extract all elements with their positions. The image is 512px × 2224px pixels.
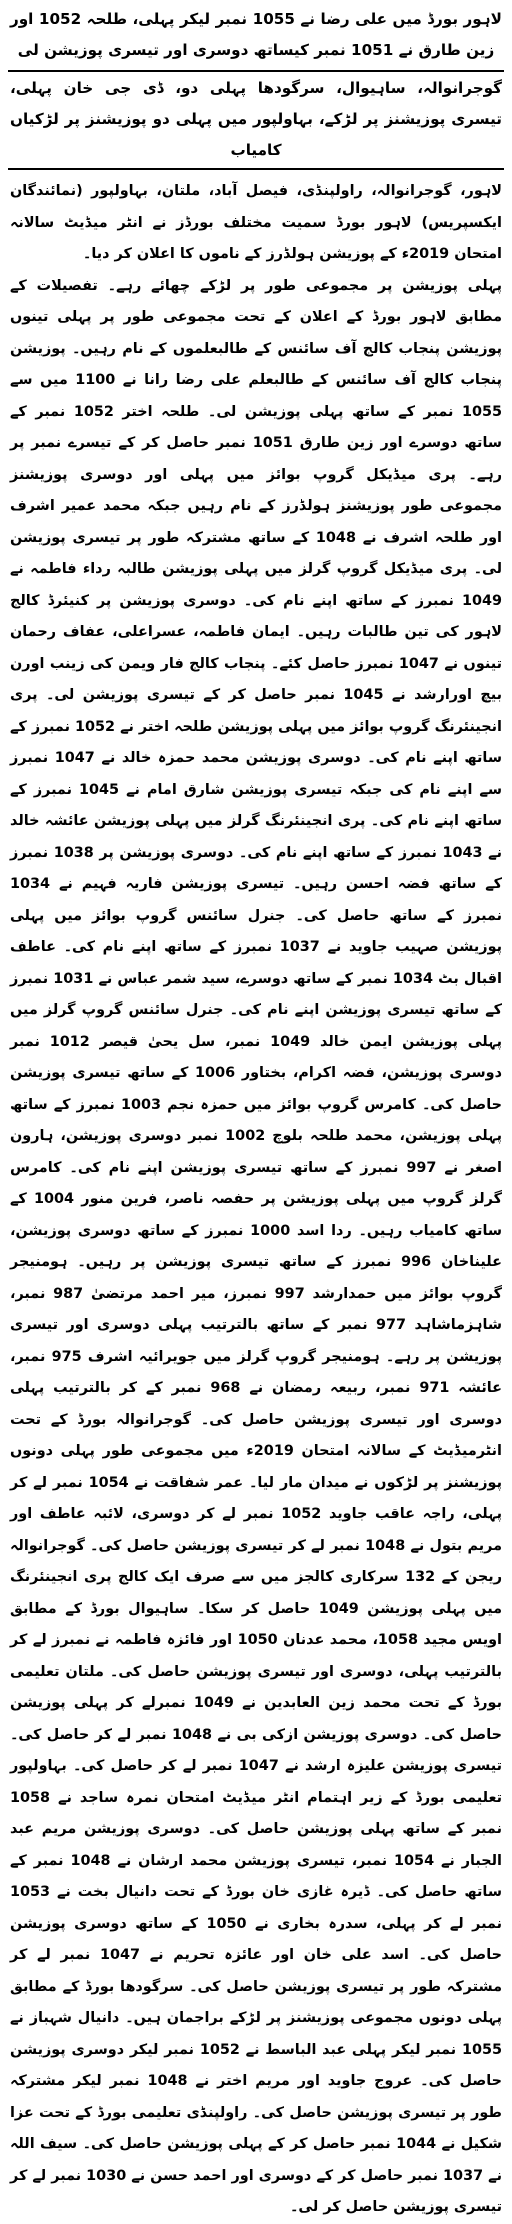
article-body: پہلی پوزیشن پر مجموعی طور پر لڑکے چھائے رہے۔ تفصیلات کے مطابق لاہور بورڈ کے اعلان کے تحت مجموعی طور پر پہلی تینوں پوزیشن پنجاب کالج آف سائنس کے طالبعلموں کے نام رہیں۔ پوزیشن پنجاب کالج آف سائنس کے طالبعلم علی رضا رانا نے 1100 میں سے 1055 نمبر کے ساتھ پہلی پوزیشن لی۔ طلحہ اختر 1052 نمبر کے ساتھ دوسرے اور زین طارق 1051 نمبر حاصل کر کے تیسرے نمبر پر رہے۔ پری میڈیکل گروپ بوائز میں پہلی اور دوسری پوزیشنز مجموعی طور پوزیشنز ہولڈرز کے نام رہیں جبکہ محمد عمیر اشرف اور طلحہ اشرف نے 1048 کے ساتھ مشترکہ طور پر تیسری پوزیشن لی۔ پری میڈیکل گروپ گرلز میں پہلی پوزیشن طالبہ رداء فاطمہ نے 1049 نمبرز کے ساتھ اپنے نام کی۔ دوسری پوزیشن پر کنیئرڈ کالج لاہور کی تین طالبات رہیں۔ ایمان فاطمہ، عسراعلی، عفاف رحمان تینوں نے 1047 نمبرز حاصل کئے۔ پنجاب کالج فار ویمن کی زینب اورن بیچ اورارشد نے 1045 نمبر حاصل کر کے تیسری پوزیشن لی۔ پری انجینئرنگ گروپ بوائز میں پہلی پوزیشن طلحہ اختر نے 1052 نمبرز کے ساتھ اپنے نام کی۔ دوسری پوزیشن محمد حمزہ خالد نے 1047 نمبرز سے اپنے نام کی جبکہ تیسری پوزیشن شارق امام نے 1045 نمبرز کے ساتھ اپنے نام کی۔ پری انجینئرنگ گرلز میں پہلی پوزیشن عائشہ خالد نے 1043 نمبرز کے ساتھ اپنے نام کی۔ دوسری پوزیشن پر 1038 نمبرز کے ساتھ فضہ احسن رہیں۔ تیسری پوزیشن فاریہ فہیم نے 1034 نمبرز کے ساتھ حاصل کی۔ جنرل سائنس گروپ بوائز میں پہلی پوزیشن صہیب جاوید نے 1037 نمبرز کے ساتھ اپنے نام کی۔ عاطف اقبال بٹ 1034 نمبر کے ساتھ دوسرے، سید شمر عباس نے 1031 نمبرز کے ساتھ تیسری پوزیشن اپنے نام کی۔ جنرل سائنس گروپ گرلز میں پہلی پوزیشن ایمن خالد 1049 نمبر، سل یحیٰ قیصر 1012 نمبر دوسری پوزیشن، فضہ اکرام، بختاور 1006 کے ساتھ تیسری پوزیشن حاصل کی۔ کامرس گروپ بوائز میں حمزہ نجم 1003 نمبرز کے ساتھ پہلی پوزیشن، محمد طلحہ بلوچ 1002 نمبر دوسری پوزیشن، ہارون اصغر نے 997 نمبرز کے ساتھ تیسری پوزیشن اپنے نام کی۔ کامرس گرلز گروپ میں پہلی پوزیشن پر حفصہ ناصر، فرین منور 1004 کے ساتھ کامیاب رہیں۔ ردا اسد 1000 نمبرز کے ساتھ دوسری پوزیشن، علیناخان 996 نمبرز کے ساتھ تیسری پوزیشن پر رہیں۔ ہومنیجر گروپ بوائز میں حمدارشد 997 نمبرز، میر احمد مرتضیٰ 987 نمبر، شاہزماشاہد 977 نمبر کے ساتھ بالترتیب پہلی دوسری اور تیسری پوزیشن پر رہے۔ ہومنیجر گروپ گرلز میں جویرائیہ اشرف 975 نمبر، عائشہ 971 نمبر، ربیعہ رمضان نے 968 نمبر کے کر بالترتیب پہلی دوسری اور تیسری پوزیشن حاصل کی۔ گوجرانوالہ بورڈ کے تحت انٹرمیڈیٹ کے سالانہ امتحان 2019ء میں مجموعی طور پہلی دونوں پوزیشنز پر لڑکوں نے میدان مار لیا۔ عمر شفاقت نے 1054 نمبر لے کر پہلی، راجہ عاقب جاوید 1052 نمبر لے کر دوسری، لائبہ عاطف اور مریم بتول نے 1048 نمبر لے کر تیسری پوزیشن حاصل کی۔ گوجرانوالہ ریجن کے 132 سرکاری کالجز میں سے صرف ایک کالج پری انجینئرنگ میں پہلی پوزیشن 1049 حاصل کر سکا۔ ساہیوال بورڈ کے مطابق اویس مجید 1058، محمد عدنان 1050 اور فائزہ فاطمہ نے نمبرز لے کر بالترتیب پہلی، دوسری اور تیسری پوزیشن حاصل کی۔ ملتان تعلیمی بورڈ کے تحت محمد زین العابدین نے 1049 نمبرلے کر پہلی پوزیشن حاصل کی۔ دوسری پوزیشن ازکی بی نے 1048 نمبر لے کر حاصل کی۔ تیسری پوزیشن علیزہ ارشد نے 1047 نمبر لے کر حاصل کی۔ بہاولپور تعلیمی بورڈ کے زیر اہتمام انٹر میڈیٹ امتحان نمرہ ساجد نے 1058 نمبر کے ساتھ پہلی پوزیشن حاصل کی۔ دوسری پوزیشن مریم عبد الجبار نے 1054 نمبر، تیسری پوزیشن محمد ارشان نے 1048 نمبر کے ساتھ حاصل کی۔ ڈیرہ غازی خان بورڈ کے تحت دانیال بخت نے 1053 نمبر لے کر پہلی، سدرہ بخاری نے 1050 کے ساتھ دوسری پوزیشن حاصل کی۔ اسد علی خان اور عائزہ تحریم نے 1047 نمبر لے کر مشترکہ طور پر تیسری پوزیشن حاصل کی۔ سرگودھا بورڈ کے مطابق پہلی دونوں مجموعی پوزیشنز پر لڑکے براجمان ہیں۔ دانیال شہباز نے 1055 نمبر لیکر پہلی عبد الباسط نے 1052 نمبر لیکر دوسری پوزیشن حاصل کی۔ عروج جاوید اور مریم اختر نے 1048 نمبر لیکر مشترکہ طور پر تیسری پوزیشن حاصل کی۔ راولپنڈی تعلیمی بورڈ کے تحت عزا شکیل نے 1044 نمبر حاصل کر کے پہلی پوزیشن حاصل کی۔ سیف اللہ نے 1037 نمبر حاصل کر کے دوسری اور احمد حسن نے 1030 نمبر لے کر تیسری پوزیشن حاصل کر لی۔	[10, 277, 503, 2215]
byline-paragraph: لاہور، گوجرانوالہ، راولپنڈی، فیصل آباد، ملتان، بہاولپور (نمائندگان ایکسپریس) لاہور بورڈ سمیت مختلف بورڈز نے انٹر میڈیٹ سالانہ امتحان 2019ء کے پوزیشن ہولڈرز کے ناموں کا اعلان کر دیا۔	[10, 183, 502, 262]
headline-divider	[8, 70, 504, 72]
headline: لاہور بورڈ میں علی رضا نے 1055 نمبر لیکر پہلی، طلحہ 1052 اور زین طارق نے 1051 نمبر کیساتھ دوسری اور تیسری پوزیشن لی	[10, 10, 502, 59]
subheadline: گوجرانوالہ، ساہیوال، سرگودھا پہلی دو، ڈی جی خان پہلی، تیسری پوزیشنز پر لڑکے، بہاولپور میں پہلی دو پوزیشنز پر لڑکیاں کامیاب	[10, 79, 502, 159]
subheadline-divider	[8, 168, 504, 170]
